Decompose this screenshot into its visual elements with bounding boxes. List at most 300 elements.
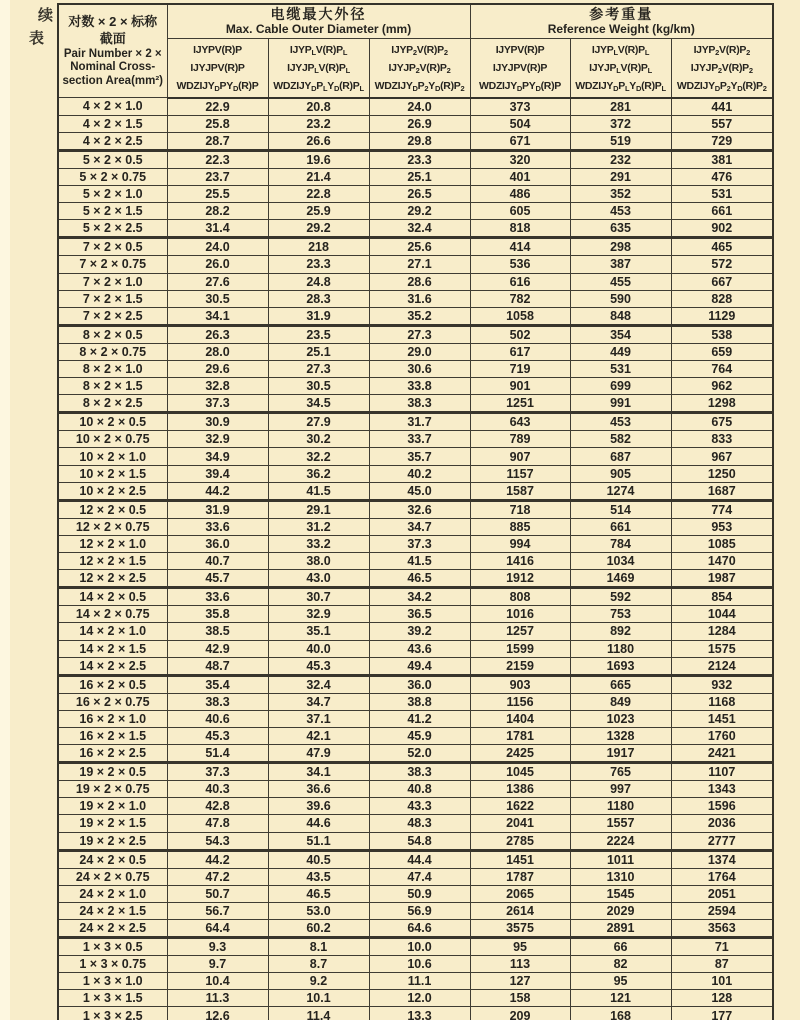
value-cell: 43.5 xyxy=(268,868,369,885)
value-cell: 31.4 xyxy=(167,220,268,238)
value-cell: 32.6 xyxy=(369,500,470,518)
value-cell: 3563 xyxy=(671,920,773,938)
value-cell: 1328 xyxy=(570,727,671,744)
value-cell: 718 xyxy=(470,500,570,518)
value-cell: 209 xyxy=(470,1007,570,1020)
value-cell: 1023 xyxy=(570,710,671,727)
value-cell: 30.2 xyxy=(268,431,369,448)
spec-cell: 5 × 2 × 1.0 xyxy=(58,186,167,203)
value-cell: 2041 xyxy=(470,815,570,832)
value-cell: 23.3 xyxy=(369,150,470,168)
table-row xyxy=(58,395,773,413)
value-cell: 687 xyxy=(570,448,671,465)
value-cell: 121 xyxy=(570,990,671,1007)
value-cell: 36.6 xyxy=(268,781,369,798)
table-row xyxy=(58,1007,773,1020)
value-cell: 71 xyxy=(671,938,773,956)
value-cell: 43.3 xyxy=(369,798,470,815)
value-cell: 1416 xyxy=(470,553,570,570)
value-cell: 25.1 xyxy=(369,168,470,185)
value-cell: 665 xyxy=(570,675,671,693)
header-line: IJYJPV(R)P xyxy=(492,61,548,74)
header-line: $IJYJP_2V(R)P_2$ xyxy=(690,61,753,75)
spec-cell: 19 × 2 × 2.5 xyxy=(58,832,167,850)
spec-cell: 19 × 2 × 1.5 xyxy=(58,815,167,832)
header-line: $WDZIJY_DP_LY_D(R)P_L$ xyxy=(273,79,364,93)
cable-type-header-weight-2 xyxy=(570,38,671,98)
header-group-row xyxy=(58,4,773,38)
value-cell: 453 xyxy=(570,413,671,431)
value-cell: 23.2 xyxy=(268,115,369,132)
value-cell: 22.3 xyxy=(167,150,268,168)
table-row xyxy=(58,325,773,343)
value-cell: 33.6 xyxy=(167,588,268,606)
value-cell: 35.4 xyxy=(167,675,268,693)
value-cell: 2891 xyxy=(570,920,671,938)
table-row xyxy=(58,343,773,360)
value-cell: 66 xyxy=(570,938,671,956)
value-cell: 902 xyxy=(671,220,773,238)
value-cell: 25.5 xyxy=(167,186,268,203)
value-cell: 1157 xyxy=(470,465,570,482)
value-cell: 51.4 xyxy=(167,745,268,763)
table-row xyxy=(58,763,773,781)
value-cell: 30.5 xyxy=(268,378,369,395)
spec-cell: 4 × 2 × 1.5 xyxy=(58,115,167,132)
value-cell: 1693 xyxy=(570,657,671,675)
header-line: $IJYP_2V(R)P_2$ xyxy=(693,43,750,57)
value-cell: 298 xyxy=(570,238,671,256)
value-cell: 28.0 xyxy=(167,343,268,360)
value-cell: 833 xyxy=(671,431,773,448)
spec-cell: 4 × 2 × 2.5 xyxy=(58,132,167,150)
value-cell: 9.2 xyxy=(268,973,369,990)
table-row xyxy=(58,553,773,570)
spec-cell: 7 × 2 × 2.5 xyxy=(58,307,167,325)
spec-cell: 14 × 2 × 1.0 xyxy=(58,623,167,640)
value-cell: 20.8 xyxy=(268,98,369,116)
table-row xyxy=(58,482,773,500)
table-row xyxy=(58,885,773,902)
value-cell: 38.3 xyxy=(369,763,470,781)
header-line: $IJYJP_LV(R)P_L$ xyxy=(589,61,652,75)
pair-header-zh xyxy=(59,14,167,48)
value-cell: 784 xyxy=(570,535,671,552)
spec-cell: 12 × 2 × 0.5 xyxy=(58,500,167,518)
value-cell: 37.3 xyxy=(167,395,268,413)
value-cell: 901 xyxy=(470,378,570,395)
value-cell: 1016 xyxy=(470,606,570,623)
table-header xyxy=(58,4,773,98)
value-cell: 45.7 xyxy=(167,570,268,588)
value-cell: 22.8 xyxy=(268,186,369,203)
value-cell: 54.8 xyxy=(369,832,470,850)
value-cell: 1310 xyxy=(570,868,671,885)
value-cell: 1045 xyxy=(470,763,570,781)
table-row xyxy=(58,465,773,482)
value-cell: 34.1 xyxy=(167,307,268,325)
spec-cell: 7 × 2 × 0.75 xyxy=(58,256,167,273)
value-cell: 26.3 xyxy=(167,325,268,343)
table-row xyxy=(58,990,773,1007)
spec-cell: 10 × 2 × 0.75 xyxy=(58,431,167,448)
spec-cell: 7 × 2 × 0.5 xyxy=(58,238,167,256)
table-row xyxy=(58,448,773,465)
value-cell: 953 xyxy=(671,518,773,535)
table-row xyxy=(58,657,773,675)
table-row xyxy=(58,500,773,518)
value-cell: 48.3 xyxy=(369,815,470,832)
cable-type-header-diameter-3 xyxy=(369,38,470,98)
table-row xyxy=(58,98,773,116)
value-cell: 28.6 xyxy=(369,273,470,290)
value-cell: 659 xyxy=(671,343,773,360)
spec-cell: 19 × 2 × 0.75 xyxy=(58,781,167,798)
spec-cell: 12 × 2 × 1.0 xyxy=(58,535,167,552)
value-cell: 476 xyxy=(671,168,773,185)
value-cell: 387 xyxy=(570,256,671,273)
value-cell: 1912 xyxy=(470,570,570,588)
value-cell: 53.0 xyxy=(268,902,369,919)
value-cell: 372 xyxy=(570,115,671,132)
table-row xyxy=(58,115,773,132)
value-cell: 502 xyxy=(470,325,570,343)
value-cell: 46.5 xyxy=(369,570,470,588)
value-cell: 962 xyxy=(671,378,773,395)
value-cell: 28.2 xyxy=(167,203,268,220)
value-cell: 32.2 xyxy=(268,448,369,465)
value-cell: 1404 xyxy=(470,710,570,727)
value-cell: 56.9 xyxy=(369,902,470,919)
value-cell: 24.8 xyxy=(268,273,369,290)
table-row xyxy=(58,361,773,378)
spec-cell: 24 × 2 × 0.75 xyxy=(58,868,167,885)
value-cell: 661 xyxy=(671,203,773,220)
table-row xyxy=(58,902,773,919)
value-cell: 1251 xyxy=(470,395,570,413)
value-cell: 453 xyxy=(570,203,671,220)
value-cell: 31.7 xyxy=(369,413,470,431)
value-cell: 1599 xyxy=(470,640,570,657)
value-cell: 29.0 xyxy=(369,343,470,360)
value-cell: 9.3 xyxy=(167,938,268,956)
spec-cell: 16 × 2 × 1.5 xyxy=(58,727,167,744)
spec-cell: 19 × 2 × 1.0 xyxy=(58,798,167,815)
value-cell: 1085 xyxy=(671,535,773,552)
value-cell: 36.0 xyxy=(167,535,268,552)
table-row xyxy=(58,850,773,868)
value-cell: 1058 xyxy=(470,307,570,325)
table-row xyxy=(58,186,773,203)
value-cell: 1298 xyxy=(671,395,773,413)
spec-cell: 5 × 2 × 0.5 xyxy=(58,150,167,168)
spec-cell: 14 × 2 × 0.75 xyxy=(58,606,167,623)
table-row xyxy=(58,832,773,850)
value-cell: 381 xyxy=(671,150,773,168)
page-margin-strip xyxy=(0,0,10,1020)
value-cell: 51.1 xyxy=(268,832,369,850)
table-row xyxy=(58,693,773,710)
header-line: $WDZIJY_DPY_D(R)P$ xyxy=(479,79,561,93)
value-cell: 994 xyxy=(470,535,570,552)
spec-cell: 1 × 3 × 0.75 xyxy=(58,956,167,973)
value-cell: 218 xyxy=(268,238,369,256)
value-cell: 168 xyxy=(570,1007,671,1020)
value-cell: 232 xyxy=(570,150,671,168)
header-line: $IJYJP_2V(R)P_2$ xyxy=(388,61,451,75)
value-cell: 1044 xyxy=(671,606,773,623)
value-cell: 1470 xyxy=(671,553,773,570)
header-line: section Area(mm²) xyxy=(62,74,164,87)
value-cell: 11.1 xyxy=(369,973,470,990)
value-cell: 28.7 xyxy=(167,132,268,150)
continued-label-char-1: 续 xyxy=(38,7,54,24)
value-cell: 2224 xyxy=(570,832,671,850)
value-cell: 40.8 xyxy=(369,781,470,798)
value-cell: 1575 xyxy=(671,640,773,657)
value-cell: 46.5 xyxy=(268,885,369,902)
value-cell: 25.9 xyxy=(268,203,369,220)
value-cell: 9.7 xyxy=(167,956,268,973)
value-cell: 1168 xyxy=(671,693,773,710)
value-cell: 24.0 xyxy=(369,98,470,116)
spec-cell: 8 × 2 × 0.75 xyxy=(58,343,167,360)
value-cell: 40.7 xyxy=(167,553,268,570)
table-row xyxy=(58,132,773,150)
value-cell: 158 xyxy=(470,990,570,1007)
value-cell: 635 xyxy=(570,220,671,238)
value-cell: 45.9 xyxy=(369,727,470,744)
value-cell: 281 xyxy=(570,98,671,116)
value-cell: 47.4 xyxy=(369,868,470,885)
value-cell: 538 xyxy=(671,325,773,343)
value-cell: 352 xyxy=(570,186,671,203)
header-line: IJYJPV(R)P xyxy=(190,61,245,74)
value-cell: 35.1 xyxy=(268,623,369,640)
value-cell: 514 xyxy=(570,500,671,518)
value-cell: 675 xyxy=(671,413,773,431)
value-cell: 903 xyxy=(470,675,570,693)
table-row xyxy=(58,588,773,606)
value-cell: 31.6 xyxy=(369,290,470,307)
value-cell: 47.9 xyxy=(268,745,369,763)
value-cell: 504 xyxy=(470,115,570,132)
value-cell: 892 xyxy=(570,623,671,640)
value-cell: 782 xyxy=(470,290,570,307)
spec-cell: 14 × 2 × 1.5 xyxy=(58,640,167,657)
value-cell: 2065 xyxy=(470,885,570,902)
value-cell: 854 xyxy=(671,588,773,606)
table-row xyxy=(58,868,773,885)
value-cell: 34.1 xyxy=(268,763,369,781)
table-row xyxy=(58,640,773,657)
value-cell: 3575 xyxy=(470,920,570,938)
table-row xyxy=(58,238,773,256)
value-cell: 1557 xyxy=(570,815,671,832)
table-row xyxy=(58,623,773,640)
value-cell: 531 xyxy=(671,186,773,203)
weight-group-title-zh: 参考重量 xyxy=(589,6,654,22)
value-cell: 38.5 xyxy=(167,623,268,640)
value-cell: 60.2 xyxy=(268,920,369,938)
value-cell: 42.9 xyxy=(167,640,268,657)
table-row xyxy=(58,220,773,238)
cable-type-header-diameter-1 xyxy=(167,38,268,98)
value-cell: 127 xyxy=(470,973,570,990)
value-cell: 291 xyxy=(570,168,671,185)
spec-cell: 16 × 2 × 0.75 xyxy=(58,693,167,710)
spec-cell: 8 × 2 × 2.5 xyxy=(58,395,167,413)
value-cell: 32.4 xyxy=(369,220,470,238)
value-cell: 27.3 xyxy=(268,361,369,378)
header-line: $WDZIJY_DPY_D(R)P$ xyxy=(176,79,259,93)
value-cell: 1386 xyxy=(470,781,570,798)
value-cell: 2421 xyxy=(671,745,773,763)
spec-cell: 1 × 3 × 1.0 xyxy=(58,973,167,990)
value-cell: 789 xyxy=(470,431,570,448)
value-cell: 10.4 xyxy=(167,973,268,990)
value-cell: 808 xyxy=(470,588,570,606)
value-cell: 2124 xyxy=(671,657,773,675)
spec-cell: 12 × 2 × 1.5 xyxy=(58,553,167,570)
spec-cell: 16 × 2 × 1.0 xyxy=(58,710,167,727)
cable-type-header-diameter-2 xyxy=(268,38,369,98)
value-cell: 31.9 xyxy=(268,307,369,325)
value-cell: 11.3 xyxy=(167,990,268,1007)
table-row xyxy=(58,535,773,552)
table-row xyxy=(58,973,773,990)
value-cell: 30.9 xyxy=(167,413,268,431)
value-cell: 605 xyxy=(470,203,570,220)
value-cell: 41.5 xyxy=(369,553,470,570)
spec-cell: 5 × 2 × 0.75 xyxy=(58,168,167,185)
value-cell: 1596 xyxy=(671,798,773,815)
header-line: $IJYP_LV(R)P_L$ xyxy=(289,43,348,57)
value-cell: 38.3 xyxy=(167,693,268,710)
spec-cell: 14 × 2 × 2.5 xyxy=(58,657,167,675)
value-cell: 52.0 xyxy=(369,745,470,763)
spec-cell: 1 × 3 × 2.5 xyxy=(58,1007,167,1020)
value-cell: 29.2 xyxy=(268,220,369,238)
value-cell: 818 xyxy=(470,220,570,238)
value-cell: 40.6 xyxy=(167,710,268,727)
value-cell: 699 xyxy=(570,378,671,395)
value-cell: 34.7 xyxy=(268,693,369,710)
value-cell: 29.8 xyxy=(369,132,470,150)
spec-cell: 24 × 2 × 1.5 xyxy=(58,902,167,919)
value-cell: 25.1 xyxy=(268,343,369,360)
value-cell: 34.5 xyxy=(268,395,369,413)
value-cell: 30.5 xyxy=(167,290,268,307)
value-cell: 33.2 xyxy=(268,535,369,552)
diameter-group-title-zh: 电缆最大外径 xyxy=(270,6,367,22)
table-row xyxy=(58,290,773,307)
value-cell: 1129 xyxy=(671,307,773,325)
table-row xyxy=(58,798,773,815)
value-cell: 40.5 xyxy=(268,850,369,868)
value-cell: 1343 xyxy=(671,781,773,798)
value-cell: 764 xyxy=(671,361,773,378)
header-line: $IJYP_LV(R)P_L$ xyxy=(591,43,650,57)
value-cell: 50.7 xyxy=(167,885,268,902)
table-row xyxy=(58,781,773,798)
table-row xyxy=(58,570,773,588)
value-cell: 35.2 xyxy=(369,307,470,325)
value-cell: 449 xyxy=(570,343,671,360)
value-cell: 1622 xyxy=(470,798,570,815)
value-cell: 486 xyxy=(470,186,570,203)
table-row xyxy=(58,168,773,185)
spec-cell: 1 × 3 × 0.5 xyxy=(58,938,167,956)
value-cell: 557 xyxy=(671,115,773,132)
value-cell: 33.6 xyxy=(167,518,268,535)
value-cell: 26.9 xyxy=(369,115,470,132)
value-cell: 729 xyxy=(671,132,773,150)
value-cell: 320 xyxy=(470,150,570,168)
spec-cell: 7 × 2 × 1.0 xyxy=(58,273,167,290)
table-body xyxy=(58,98,773,1020)
value-cell: 42.8 xyxy=(167,798,268,815)
value-cell: 10.1 xyxy=(268,990,369,1007)
value-cell: 2036 xyxy=(671,815,773,832)
table-row xyxy=(58,815,773,832)
value-cell: 1156 xyxy=(470,693,570,710)
value-cell: 36.2 xyxy=(268,465,369,482)
table-row xyxy=(58,413,773,431)
value-cell: 37.3 xyxy=(167,763,268,781)
spec-cell: 14 × 2 × 0.5 xyxy=(58,588,167,606)
table-row xyxy=(58,256,773,273)
value-cell: 19.6 xyxy=(268,150,369,168)
spec-cell: 10 × 2 × 0.5 xyxy=(58,413,167,431)
value-cell: 1274 xyxy=(570,482,671,500)
value-cell: 765 xyxy=(570,763,671,781)
value-cell: 1451 xyxy=(470,850,570,868)
header-line: $WDZIJY_DP_2Y_D(R)P_2$ xyxy=(374,79,465,93)
value-cell: 991 xyxy=(570,395,671,413)
value-cell: 38.3 xyxy=(369,395,470,413)
value-cell: 905 xyxy=(570,465,671,482)
value-cell: 10.6 xyxy=(369,956,470,973)
spec-cell: 24 × 2 × 0.5 xyxy=(58,850,167,868)
value-cell: 885 xyxy=(470,518,570,535)
value-cell: 113 xyxy=(470,956,570,973)
value-cell: 45.0 xyxy=(369,482,470,500)
value-cell: 36.0 xyxy=(369,675,470,693)
value-cell: 26.5 xyxy=(369,186,470,203)
header-line: $IJYP_2V(R)P_2$ xyxy=(391,43,448,57)
table-row xyxy=(58,727,773,744)
table-row xyxy=(58,150,773,168)
value-cell: 27.6 xyxy=(167,273,268,290)
value-cell: 1787 xyxy=(470,868,570,885)
value-cell: 1781 xyxy=(470,727,570,744)
value-cell: 1760 xyxy=(671,727,773,744)
cable-spec-table xyxy=(57,3,774,1020)
value-cell: 35.7 xyxy=(369,448,470,465)
value-cell: 531 xyxy=(570,361,671,378)
weight-group-title-en: Reference Weight (kg/km) xyxy=(547,21,695,36)
spec-cell: 10 × 2 × 1.0 xyxy=(58,448,167,465)
value-cell: 2614 xyxy=(470,902,570,919)
spec-cell: 16 × 2 × 2.5 xyxy=(58,745,167,763)
value-cell: 95 xyxy=(570,973,671,990)
value-cell: 1451 xyxy=(671,710,773,727)
value-cell: 39.6 xyxy=(268,798,369,815)
value-cell: 1034 xyxy=(570,553,671,570)
value-cell: 95 xyxy=(470,938,570,956)
value-cell: 1917 xyxy=(570,745,671,763)
